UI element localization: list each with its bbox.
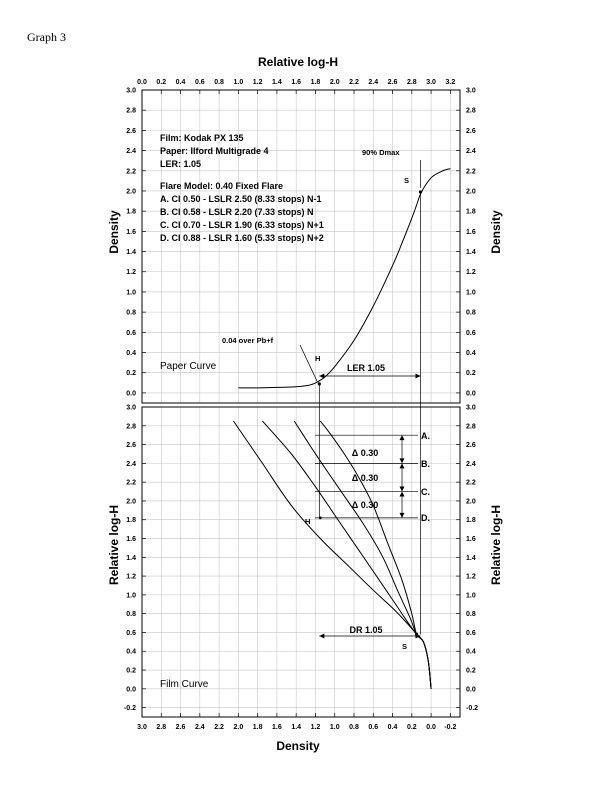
film-y-tick-label-right: 2.4	[466, 460, 476, 468]
top-x-tick-label: 3.2	[445, 79, 456, 86]
paper-y-tick-label-right: 2.4	[466, 148, 476, 156]
film-y-tick-label-left: 1.8	[126, 517, 136, 525]
delta-arrowhead-down	[400, 458, 405, 463]
paper-y-tick-label-left: 2.6	[126, 127, 136, 135]
paper-y-tick-label-left: 1.8	[126, 208, 136, 216]
film-plot-frame	[142, 407, 460, 717]
ler-arrowhead-right	[415, 374, 420, 379]
paper-y-tick-label-left: 2.8	[126, 107, 136, 115]
info-case-d: D. CI 0.88 - LSLR 1.60 (5.33 stops) N+2	[160, 233, 324, 243]
curves-layer	[234, 169, 451, 689]
film-y-tick-label-left: 2.2	[126, 479, 136, 487]
info-case-b: B. CI 0.58 - LSLR 2.20 (7.33 stops) N	[160, 207, 314, 217]
paper-y-tick-label-left: 1.4	[126, 249, 136, 257]
page-label: Graph 3	[27, 30, 66, 44]
top-x-tick-label: 1.2	[252, 79, 263, 86]
top-x-tick-label: 1.4	[272, 79, 282, 86]
top-x-tick-label: 2.4	[368, 79, 379, 86]
paper-h-label: H	[315, 354, 321, 363]
film-y-tick-label-right: 1.4	[466, 554, 476, 562]
top-axis-title: Relative log-H	[257, 55, 339, 69]
anno-layer	[300, 160, 422, 639]
paper-y-tick-label-left: 0.8	[126, 309, 136, 317]
paper-y-tick-label-left: 3.0	[126, 87, 136, 95]
film-y-tick-label-left: 0.8	[126, 611, 136, 619]
level-label-c: C.	[421, 487, 430, 497]
film-h-label: H	[305, 517, 311, 526]
film-y-tick-label-left: 1.4	[126, 554, 136, 562]
film-y-tick-label-left: 2.0	[126, 498, 136, 506]
dmax-label: 90% Dmax	[362, 148, 400, 157]
film-y-tick-label-left: 1.0	[126, 592, 136, 600]
bottom-x-tick-label: 0.4	[387, 724, 398, 731]
film-y-tick-label-left: 1.2	[126, 573, 136, 581]
top-x-tick-label: 1.6	[291, 79, 302, 86]
film-y-tick-label-right: 1.8	[466, 517, 476, 525]
film-y-tick-label-right: 0.6	[466, 629, 476, 637]
info-flare-model: Flare Model: 0.40 Fixed Flare	[160, 181, 284, 191]
bottom-axis-title: Density	[276, 739, 320, 753]
dr-span-label: DR 1.05	[349, 625, 383, 635]
top-x-tick-label: 3.0	[426, 79, 436, 86]
bottom-x-tick-label: 3.0	[137, 724, 147, 731]
paper-y-tick-label-left: 0.2	[126, 370, 136, 378]
bottom-x-tick-label: 1.4	[291, 724, 302, 731]
paper-y-tick-label-left: 2.0	[126, 188, 136, 196]
bottom-x-tick-label: 1.2	[310, 724, 321, 731]
top-x-tick-label: 1.8	[310, 79, 321, 86]
top-x-tick-label: 2.6	[387, 79, 398, 86]
film-y-tick-label-left: 0.2	[126, 667, 136, 675]
paper-y-tick-label-right: 1.6	[466, 228, 476, 236]
paper-y-tick-label-right: 1.4	[466, 249, 476, 257]
paper-right-axis-title: Density	[489, 210, 503, 254]
bottom-x-tick-label: 0.2	[406, 724, 417, 731]
top-x-tick-label: 0.8	[214, 79, 224, 86]
info-case-a: A. CI 0.50 - LSLR 2.50 (8.33 stops) N-1	[160, 194, 322, 204]
film-right-axis-title: Relative log-H	[489, 504, 503, 586]
level-label-a: A.	[421, 431, 430, 441]
paper-y-tick-label-right: 2.2	[466, 168, 476, 176]
pbf-label: 0.04 over Pb+f	[222, 336, 274, 345]
film-y-tick-label-right: 0.2	[466, 667, 476, 675]
bottom-x-tick-label: 2.8	[156, 724, 167, 731]
delta-label-3: Δ 0.30	[351, 500, 379, 510]
film-y-tick-label-left: 2.4	[126, 460, 136, 468]
film-y-tick-label-right: 2.0	[466, 498, 476, 506]
top-x-tick-label: 1.0	[233, 79, 244, 86]
film-y-tick-label-right: 3.0	[466, 404, 476, 412]
paper-s-label: S	[404, 176, 410, 185]
paper-y-tick-label-right: 2.6	[466, 127, 476, 135]
paper-y-tick-label-right: 2.8	[466, 107, 476, 115]
paper-y-tick-label-left: 0.0	[126, 390, 136, 398]
bottom-x-tick-label: 0.0	[426, 724, 436, 731]
paper-y-tick-label-right: 2.0	[466, 188, 476, 196]
film-y-tick-label-left: 0.4	[126, 648, 136, 656]
top-x-tick-label: 2.0	[329, 79, 340, 86]
bottom-x-tick-label: 2.2	[214, 724, 224, 731]
film-y-tick-label-left: 1.6	[126, 536, 136, 544]
film-y-tick-label-right: 1.6	[466, 536, 476, 544]
film-panel-label: Film Curve	[160, 679, 209, 690]
ler-arrowhead-left	[319, 374, 324, 379]
info-case-c: C. CI 0.70 - LSLR 1.90 (6.33 stops) N+1	[160, 220, 324, 230]
film-curve-c	[294, 421, 431, 689]
bottom-x-tick-label: -0.2	[444, 724, 457, 731]
delta-label-1: Δ 0.30	[351, 448, 379, 458]
film-y-tick-label-right: 1.0	[466, 592, 476, 600]
paper-y-tick-label-right: 1.0	[466, 289, 476, 297]
top-x-tick-label: 0.2	[156, 79, 167, 86]
delta-label-2: Δ 0.30	[351, 473, 379, 483]
film-h-point	[319, 516, 322, 519]
film-y-tick-label-right: 0.4	[466, 648, 476, 656]
paper-panel-label: Paper Curve	[160, 361, 217, 372]
info-ler: LER: 1.05	[160, 159, 202, 169]
top-x-tick-label: 2.8	[406, 79, 417, 86]
bottom-x-tick-label: 2.6	[175, 724, 186, 731]
paper-left-axis-title: Density	[107, 210, 121, 254]
ticks-layer	[124, 79, 478, 731]
film-left-axis-title: Relative log-H	[107, 504, 121, 586]
paper-y-tick-label-right: 0.2	[466, 370, 476, 378]
level-label-d: D.	[421, 513, 430, 523]
paper-y-tick-label-left: 1.0	[126, 289, 136, 297]
bottom-x-tick-label: 2.0	[233, 724, 244, 731]
delta-arrowhead-down	[400, 513, 405, 518]
pbf-arrow	[300, 345, 317, 382]
paper-y-tick-label-left: 1.6	[126, 228, 136, 236]
paper-y-tick-label-right: 0.0	[466, 390, 476, 398]
paper-y-tick-label-right: 0.6	[466, 329, 476, 337]
film-y-tick-label-right: 0.8	[466, 611, 476, 619]
bottom-x-tick-label: 0.6	[368, 724, 379, 731]
film-y-tick-label-right: 0.0	[466, 686, 476, 694]
paper-y-tick-label-right: 1.2	[466, 269, 476, 277]
film-y-tick-label-right: 2.2	[466, 479, 476, 487]
paper-y-tick-label-left: 1.2	[126, 269, 136, 277]
film-y-tick-label-left: 0.0	[126, 686, 136, 694]
film-y-tick-label-left: 2.8	[126, 423, 136, 431]
delta-arrowhead-down	[400, 487, 405, 492]
paper-y-tick-label-right: 3.0	[466, 87, 476, 95]
delta-arrowhead-up	[400, 435, 405, 440]
film-y-tick-label-right: -0.2	[466, 705, 479, 713]
level-label-b: B.	[421, 459, 430, 469]
top-x-tick-label: 0.4	[175, 79, 186, 86]
top-x-tick-label: 0.6	[194, 79, 205, 86]
paper-y-tick-label-right: 1.8	[466, 208, 476, 216]
dr-arrowhead-left	[319, 634, 324, 639]
paper-y-tick-label-left: 2.4	[126, 148, 136, 156]
paper-y-tick-label-right: 0.4	[466, 350, 476, 358]
info-film: Film: Kodak PX 135	[160, 133, 244, 143]
top-x-tick-label: 2.2	[349, 79, 359, 86]
delta-arrowhead-up	[400, 463, 405, 468]
film-y-tick-label-left: 3.0	[126, 404, 136, 412]
paper-y-tick-label-right: 0.8	[466, 309, 476, 317]
film-y-tick-label-right: 2.6	[466, 442, 476, 450]
film-y-tick-label-left: -0.2	[123, 705, 136, 713]
film-y-tick-label-left: 2.6	[126, 442, 136, 450]
paper-y-tick-label-left: 0.4	[126, 350, 136, 358]
paper-y-tick-label-left: 2.2	[126, 168, 136, 176]
bottom-x-tick-label: 1.8	[252, 724, 263, 731]
film-s-label: S	[402, 642, 408, 651]
info-paper: Paper: Ilford Multigrade 4	[160, 146, 269, 156]
bottom-x-tick-label: 1.6	[272, 724, 282, 731]
top-x-tick-label: 0.0	[137, 79, 147, 86]
ler-span-label: LER 1.05	[346, 363, 386, 373]
delta-arrowhead-up	[400, 492, 405, 497]
film-y-tick-label-left: 0.6	[126, 629, 136, 637]
bottom-x-tick-label: 0.8	[349, 724, 359, 731]
paper-y-tick-label-left: 0.6	[126, 329, 136, 337]
film-y-tick-label-right: 2.8	[466, 423, 476, 431]
bottom-x-tick-label: 1.0	[329, 724, 340, 731]
film-y-tick-label-right: 1.2	[466, 573, 476, 581]
bottom-x-tick-label: 2.4	[194, 724, 205, 731]
